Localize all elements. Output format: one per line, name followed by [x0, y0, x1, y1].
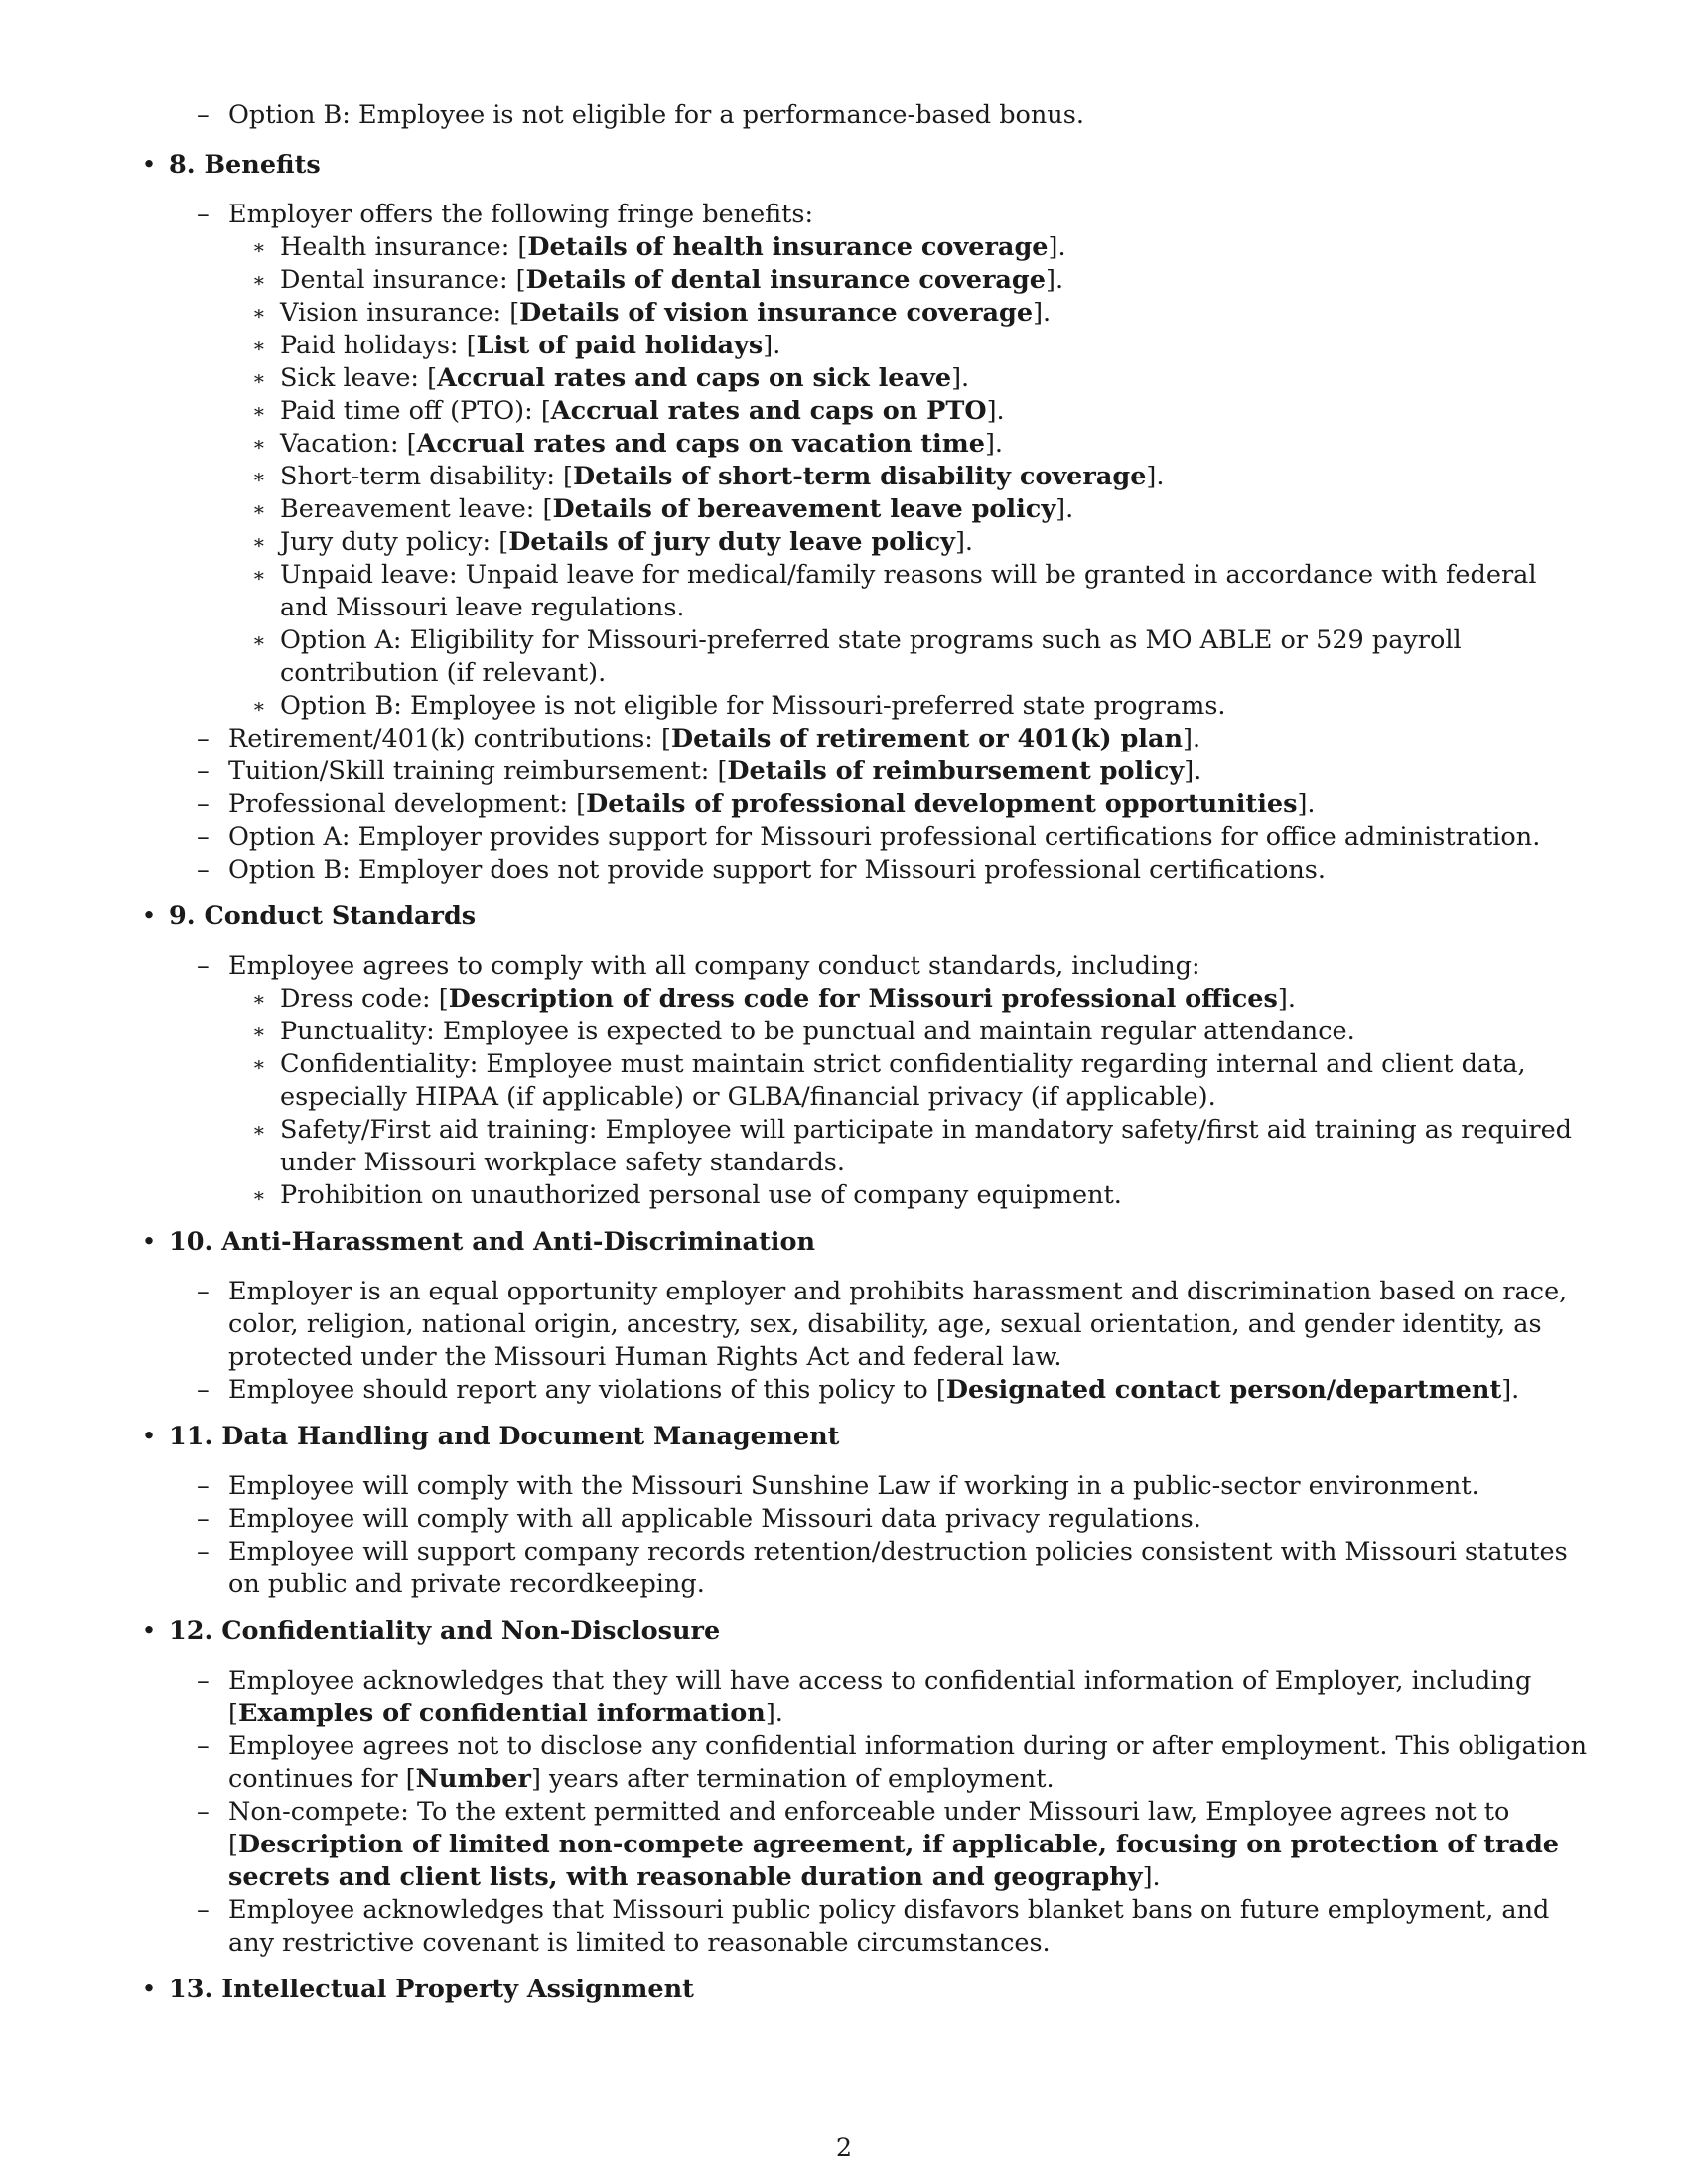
list-item: – Employee agrees not to disclose any confidential information during or after employment. This obligation continues for [Number] years after termination of employment. [197, 1731, 1588, 1794]
section-confidentiality [139, 1615, 1589, 1960]
list-item: – Tuition/Skill training reimbursement: [Details of reimbursement policy]. [197, 756, 1202, 786]
bullet-icon: • [141, 901, 157, 931]
list-item: – Employee acknowledges that they will have access to confidential information of Employer, including [Examples of confidential information]. [197, 1666, 1532, 1728]
list [169, 199, 1589, 887]
list-item: ∗ Punctuality: Employee is expected to be punctual and maintain regular attendance. [252, 1017, 1355, 1046]
list-item: – Employee should report any violations of this policy to [Designated contact person/department]. [197, 1375, 1520, 1405]
bullet-icon: • [141, 150, 157, 180]
section-title: 13. Intellectual Property Assignment [169, 1975, 694, 2004]
list-item: ∗ Jury duty policy: [Details of jury duty leave policy]. [252, 527, 973, 557]
bullet-icon: • [141, 1616, 157, 1646]
section-title: 11. Data Handling and Document Management [169, 1422, 840, 1451]
list-item: – Option B: Employer does not provide support for Missouri professional certifications. [197, 855, 1326, 885]
list-item: ∗ Option B: Employee is not eligible for Missouri-preferred state programs. [252, 691, 1226, 721]
section-benefits [139, 149, 1589, 887]
list-item: – Employee will comply with all applicable Missouri data privacy regulations. [197, 1504, 1201, 1534]
list-item: – Employee acknowledges that Missouri public policy disfavors blanket bans on future employment, and any restrictive covenant is limited to reasonable circumstances. [197, 1895, 1550, 1958]
list-item: – Option A: Employer provides support for Missouri professional certifications for office administration. [197, 822, 1541, 852]
list-item: ∗ Safety/First aid training: Employee will participate in mandatory safety/first aid training as required under Missouri workplace safety standards. [252, 1115, 1572, 1177]
sublist [228, 231, 1589, 723]
section-title: 8. Benefits [169, 150, 321, 180]
list-item: ∗ Confidentiality: Employee must maintain strict confidentiality regarding internal and client data, especially HIPAA (if applicable) or GLBA/financial privacy (if applicable). [252, 1049, 1526, 1112]
list-item: – Professional development: [Details of professional development opportunities]. [197, 789, 1316, 819]
list-item: ∗ Prohibition on unauthorized personal use of company equipment. [252, 1180, 1122, 1210]
list-item: – Non-compete: To the extent permitted and enforceable under Missouri law, Employee agrees not to [Description of limited non-compete agreement, if applicable, focusing on protection of trade secrets and client lists, with reasonable duration and geography]. [197, 1797, 1559, 1892]
page-number: 2 [835, 2133, 853, 2163]
list-item: ∗ Sick leave: [Accrual rates and caps on sick leave]. [252, 363, 970, 393]
list [169, 1665, 1589, 1960]
list-item: – Employer is an equal opportunity employer and prohibits harassment and discrimination based on race, color, religion, national origin, ancestry, sex, disability, age, sexual orientation, and gender identity, as protected under the Missouri Human Rights Act and federal law. [197, 1277, 1568, 1372]
list-item: – Retirement/401(k) contributions: [Details of retirement or 401(k) plan]. [197, 724, 1201, 753]
list-item: ∗ Option A: Eligibility for Missouri-preferred state programs such as MO ABLE or 529 payroll contribution (if relevant). [252, 625, 1462, 688]
list-item: – Employer offers the following fringe benefits: ∗ Health insurance: [Details of health insurance coverage]. ∗ Dental insurance: [Details of dental insurance coverage]. ∗ Vision insurance: [Details of vision insurance coverage]. ∗ Paid holidays: [List of paid holidays]. ∗ Sick leave: [Accrual rates and caps on sick leave]. ∗ Paid time off (PTO): [Accrual rates and caps on PTO]. ∗ Vacation: [Accrual rates and caps on vacation time]. ∗ Short-term disability: [Details of short-term disability coverage]. ∗ Bereavement leave: [Details of bereavement leave policy]. ∗ Jury duty policy: [Details of jury duty leave policy]. ∗ Unpaid leave: Unpaid leave for medical/family reasons will be granted in accordance with federal and Missouri leave regulations. ∗ Option A: Eligibility for Missouri-preferred state programs such as MO ABLE or 529 payroll contribution (if relevant). ∗ Option B: Employee is not eligible for Missouri-preferred state programs. [228, 199, 1589, 723]
section-title: 9. Conduct Standards [169, 901, 477, 931]
list-item: ∗ Paid holidays: [List of paid holidays]. [252, 331, 781, 360]
section-title: 10. Anti-Harassment and Anti-Discrimination [169, 1227, 815, 1257]
bullet-icon: • [141, 1422, 157, 1451]
list-item: – Employee will comply with the Missouri Sunshine Law if working in a public-sector environment. [197, 1471, 1479, 1501]
section-conduct-standards [139, 900, 1589, 1212]
document-body [139, 99, 1589, 2023]
list-item: ∗ Vacation: [Accrual rates and caps on vacation time]. [252, 429, 1004, 459]
list-item: ∗ Paid time off (PTO): [Accrual rates and caps on PTO]. [252, 396, 1005, 426]
dash-bullet: – [197, 100, 210, 130]
list-item: ∗ Dental insurance: [Details of dental insurance coverage]. [252, 265, 1064, 295]
list-item: ∗ Bereavement leave: [Details of bereavement leave policy]. [252, 494, 1074, 524]
list-item: ∗ Short-term disability: [Details of short-term disability coverage]. [252, 462, 1165, 491]
section-data-handling [139, 1421, 1589, 1601]
bullet-icon: • [141, 1227, 157, 1257]
list-item: ∗ Vision insurance: [Details of vision insurance coverage]. [252, 298, 1052, 328]
list [169, 1276, 1589, 1407]
section-intellectual-property [139, 1974, 1589, 2006]
list-item: ∗ Unpaid leave: Unpaid leave for medical/family reasons will be granted in accordance with federal and Missouri leave regulations. [252, 560, 1537, 622]
list [169, 950, 1589, 1212]
list-item: – Employee will support company records retention/destruction policies consistent with Missouri statutes on public and private recordkeeping. [197, 1537, 1568, 1599]
section-title: 12. Confidentiality and Non-Disclosure [169, 1616, 721, 1646]
list-item: ∗ Health insurance: [Details of health insurance coverage]. [252, 232, 1066, 262]
list-item: – Employee agrees to comply with all company conduct standards, including: ∗ Dress code: [Description of dress code for Missouri professional offices]. ∗ Punctuality: Employee is expected to be punctual and maintain regular attendance. ∗ Confidentiality: Employee must maintain strict confidentiality regarding internal and client data, especially HIPAA (if applicable) or GLBA/financial privacy (if applicable). ∗ Safety/First aid training: Employee will participate in mandatory safety/first aid training as required under Missouri workplace safety standards. ∗ Prohibition on unauthorized personal use of company equipment. [228, 950, 1589, 1212]
list [169, 1470, 1589, 1601]
list-item: – Option B: Employee is not eligible for a performance-based bonus. [197, 100, 1084, 130]
bullet-icon: • [141, 1975, 157, 2004]
sublist [228, 983, 1589, 1212]
list-item: ∗ Dress code: [Description of dress code for Missouri professional offices]. [252, 984, 1296, 1014]
section-anti-harassment [139, 1226, 1589, 1407]
